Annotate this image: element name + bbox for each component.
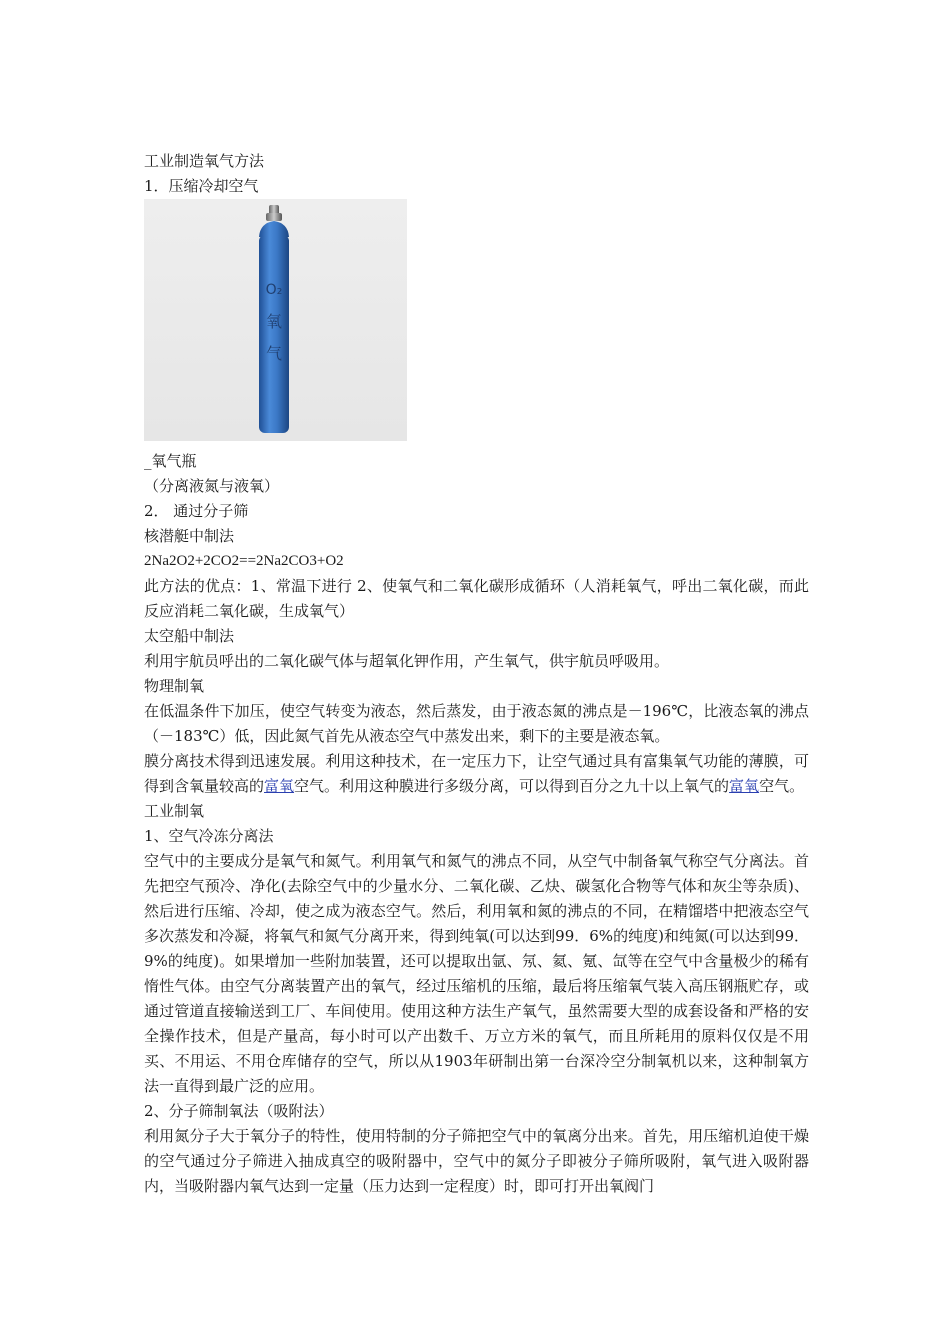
text-span: 空气。利用这种膜进行多级分离，可以得到百分之九十以上氧气的 — [294, 777, 730, 795]
chemical-formula: 2Na2O2+2CO2==2Na2CO3+O2 — [144, 553, 344, 569]
paragraph: 在低温条件下加压，使空气转变为液态，然后蒸发，由于液态氮的沸点是－196℃，比液态氧的沸点（－183℃）低，因此氮气首先从液态空气中蒸发出来，剩下的主要是液态氧。 — [144, 702, 809, 745]
paragraph: 利用宇航员呼出的二氧化碳气体与超氧化钾作用，产生氧气，供宇航员呼吸用。 — [144, 652, 670, 670]
paragraph: 空气中的主要成分是氧气和氮气。利用氧气和氮气的沸点不同，从空气中制备氧气称空气分离法。首先把空气预冷、净化(去除空气中的少量水分、二氧化碳、乙炔、碳氢化合物等气体和灰尘等杂质)、然后进行压缩、冷却，使之成为液态空气。然后，利用氧和氮的沸点的不同，在精馏塔中把液态空气多次蒸发和冷凝，将氧气和氮气分离开来，得到纯氧(可以达到99．6%的纯度)和纯氮(可以达到99．9%的纯度)。如果增加一些附加装置，还可以提取出氩、氖、氦、氪、氙等在空气中含量极少的稀有惰性气体。由空气分离装置产出的氧气，经过压缩机的压缩，最后将压缩氧气装入高压钢瓶贮存，或通过管道直接输送到工厂、车间使用。使用这种方法生产氧气，虽然需要大型的成套设备和严格的安全操作技术，但是产量高，每小时可以产出数千、万立方米的氧气，而且所耗用的原料仅仅是不用买、不用运、不用仓库储存的空气，所以从1903年研制出第一台深冷空分制氧机以来，这种制氧方法一直得到最广泛的应用。 — [144, 852, 809, 1095]
method-heading: 1、空气冷冻分离法 — [144, 827, 274, 845]
text-span: 空气。 — [759, 777, 805, 795]
subheading: 核潜艇中制法 — [144, 527, 235, 545]
subheading: 太空船中制法 — [144, 627, 235, 645]
page-title: 工业制造氧气方法 — [144, 152, 265, 170]
link-enriched-oxygen[interactable]: 富氧 — [729, 777, 760, 795]
oxygen-cylinder-image — [144, 199, 407, 441]
section-heading: 1．压缩冷却空气 — [144, 177, 259, 195]
method-heading: 2、分子筛制氧法（吸附法） — [144, 1102, 334, 1120]
paragraph: 利用氮分子大于氧分子的特性，使用特制的分子筛把空气中的氧离分出来。首先，用压缩机迫使干燥的空气通过分子筛进入抽成真空的吸附器中，空气中的氮分子即被分子筛所吸附，氧气进入吸附器内，当吸附器内氧气达到一定量（压力达到一定程度）时，即可打开出氧阀门 — [144, 1127, 809, 1195]
paragraph: 此方法的优点：1、常温下进行 2、使氧气和二氧化碳形成循环（人消耗氧气，呼出二氧化碳，而此反应消耗二氧化碳，生成氧气） — [144, 577, 809, 620]
image-caption-note: （分离液氮与液氧） — [144, 477, 280, 495]
section-heading: 2． 通过分子筛 — [144, 502, 249, 520]
text-span: 膜分离技术得到迅速发展。利用这种技术，在一定压力下，让空气通过具有富集氧气功能的薄膜，可得到含氧量较高的 — [144, 752, 809, 795]
cylinder-label-top: O₂ — [265, 282, 283, 298]
image-caption: _氧气瓶 — [144, 452, 197, 470]
membrane-paragraph — [144, 749, 809, 799]
document-body — [144, 149, 809, 1199]
subheading: 物理制氧 — [144, 677, 205, 695]
cylinder-label-mid: 氧 — [265, 312, 283, 331]
cylinder-label-bot: 气 — [265, 344, 283, 363]
subheading: 工业制氧 — [144, 802, 205, 820]
link-enriched-oxygen[interactable]: 富氧 — [264, 777, 295, 795]
